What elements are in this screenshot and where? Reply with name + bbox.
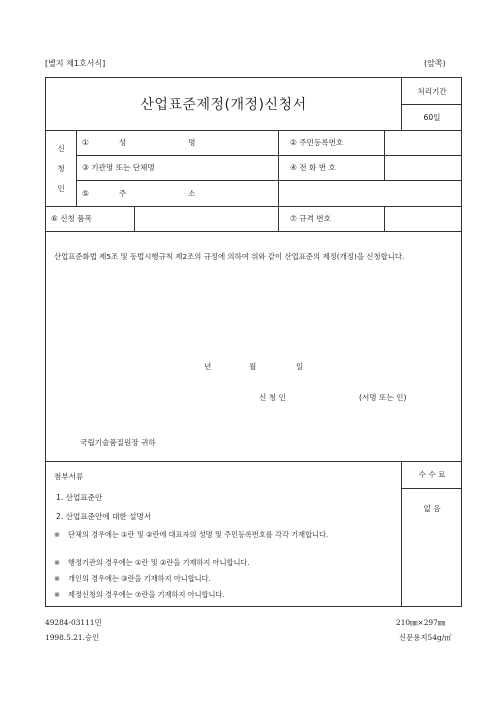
- date-month: 월: [249, 362, 257, 371]
- name-label: ① 성 명: [82, 138, 196, 147]
- spec-label: ⑦ 규격 번호: [290, 214, 331, 223]
- attachment-note: ※ 개인의 경우에는 ③란을 기재하지 아니합니다.: [54, 574, 211, 583]
- applicant-group-label: 신 청 인: [57, 143, 65, 193]
- processing-period-value: 60일: [423, 112, 441, 122]
- statement-text: 산업표준화법 제5조 및 동법시행규칙 제2조의 규정에 의하여 위와 같이 산업표준의 제정(개정)을 신청합니다.: [54, 252, 405, 261]
- address-label: ⑤ 주 소: [82, 188, 196, 198]
- date-day: 일: [296, 362, 304, 371]
- page-side: (앞쪽): [424, 59, 446, 68]
- attachment-note: ※ 제정신청의 경우에는 ⑦란을 기재하지 아니합니다.: [54, 590, 225, 599]
- recipient: 국립기술품질원장 귀하: [80, 438, 156, 447]
- paper-type: 신문용지54g/㎡: [399, 633, 452, 642]
- attachment-note: ※ 단체의 경우에는 ①란 및 ②란에 대표자의 성명 및 주민등록번호를 각각 기재합니다.: [54, 530, 329, 539]
- spec-field[interactable]: [384, 206, 463, 231]
- signature-note: (서명 또는 인): [359, 393, 407, 402]
- item-field[interactable]: [134, 206, 278, 231]
- phone-label: ④ 전 화 번 호: [290, 163, 336, 172]
- rrn-label: ② 주민등록번호: [290, 138, 344, 147]
- paper-size: 210㎜×297㎜: [396, 618, 446, 627]
- name-field[interactable]: [206, 130, 278, 155]
- form-code: 49284-03111민: [45, 618, 102, 627]
- rrn-field[interactable]: [384, 130, 463, 155]
- note-bullet: ※: [54, 590, 61, 599]
- attachment-item: 1. 산업표준안: [56, 493, 103, 502]
- application-form: [45, 77, 462, 607]
- phone-field[interactable]: [384, 155, 463, 180]
- approval-date: 1998.5.21.승인: [45, 633, 100, 642]
- processing-period-label: 처리기간: [417, 86, 447, 96]
- org-field[interactable]: [206, 155, 278, 180]
- note-bullet: ※: [54, 558, 61, 567]
- org-label: ③ 기관명 또는 단체명: [82, 163, 155, 172]
- signer-label: 신 청 인: [259, 393, 286, 402]
- note-bullet: ※: [54, 530, 61, 539]
- attachment-item: 2. 산업표준안에 대한 설명서: [56, 512, 152, 521]
- form-number: [별지 제1호서식]: [45, 59, 106, 68]
- item-label: ⑥ 신청 품목: [51, 214, 92, 223]
- date-year: 년: [204, 362, 212, 371]
- fee-label: 수 수 료: [418, 470, 446, 479]
- fee-value: 없 음: [423, 503, 441, 513]
- address-field[interactable]: [278, 180, 463, 206]
- attachments-title: 첨부서류: [54, 472, 84, 481]
- attachment-note: ※ 행정기관의 경우에는 ①란 및 ②란을 기재하지 아니합니다.: [54, 558, 250, 567]
- note-bullet: ※: [54, 574, 61, 583]
- form-title: 산업표준제정(개정)신청서: [140, 97, 307, 113]
